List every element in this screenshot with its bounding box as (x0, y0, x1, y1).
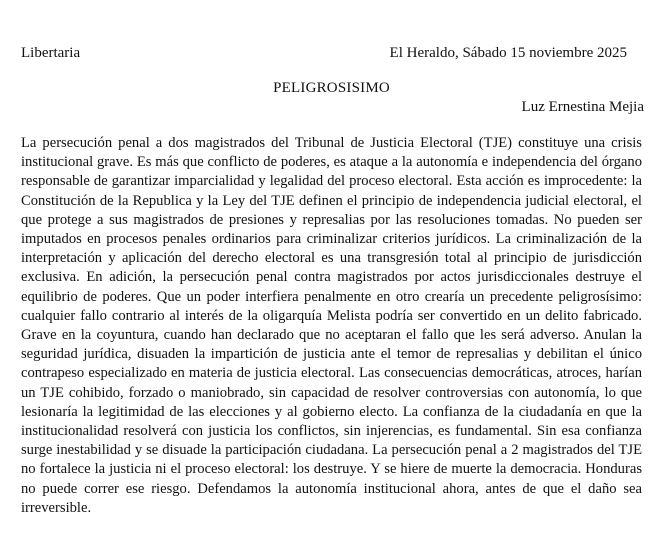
source-date-label: El Heraldo, Sábado 15 noviembre 2025 (389, 45, 627, 61)
publication-label: Libertaria (21, 45, 81, 61)
article-author: Luz Ernestina Mejia (521, 99, 644, 115)
article-title: PELIGROSISIMO (273, 80, 390, 96)
article-paragraph: La persecución penal a dos magistrados del Tribunal de Justicia Electoral (TJE) constituye una crisis institucional grave. Es más que conflicto de poderes, es ataque a la autonomía e independencia del órgano responsable de garantizar imparcialidad y legalidad del proceso electoral. Esta acción es improcedente: la Constitución de la Republica y la Ley del TJE definen el principio de independencia judicial electoral, el que protege a sus magistrados de presiones y represalias por las resoluciones tomadas. No pueden ser imputados en procesos penales ordinarios para criminalizar criterios jurídicos. La criminalización de la interpretación y aplicación del derecho electoral es una transgresión total al principio de jurisdicción exclusiva. En adición, la persecución penal contra magistrados por actos jurisdiccionales destruye el equilibrio de poderes. Que un poder interfiera penalmente en otro crearía un precedente peligrosísimo: cualquier fallo contrario al interés de la oligarquía Melista podría ser convertido en un delito fabricado. Grave en la coyuntura, cuando han declarado que no aceptaran el fallo que les será adverso. Anulan la seguridad jurídica, disuaden la impartición de justicia ante el temor de represalias y debilitan el único contrapeso especializado en materia de justicia electoral. Las consecuencias democráticas, atroces, harían un TJE cohibido, forzado o maniobrado, sin capacidad de resolver controversias con autonomía, lo que lesionaría la legitimidad de las elecciones y al gobierno electo. La confianza de la ciudadanía en que la institucionalidad resolverá con justicia los conflictos, sin injerencias, es fundamental. Sin esa confianza surge inestabilidad y se disuade la participación ciudadana. La persecución penal a 2 magistrados del TJE no fortalece la justicia ni el proceso electoral: los destruye. Y se hiere de muerte la democracia. Honduras no puede correr ese riesgo. Defendamos la autonomía institucional ahora, antes de que el daño sea irreversible. (21, 135, 642, 516)
article-body (21, 134, 642, 518)
